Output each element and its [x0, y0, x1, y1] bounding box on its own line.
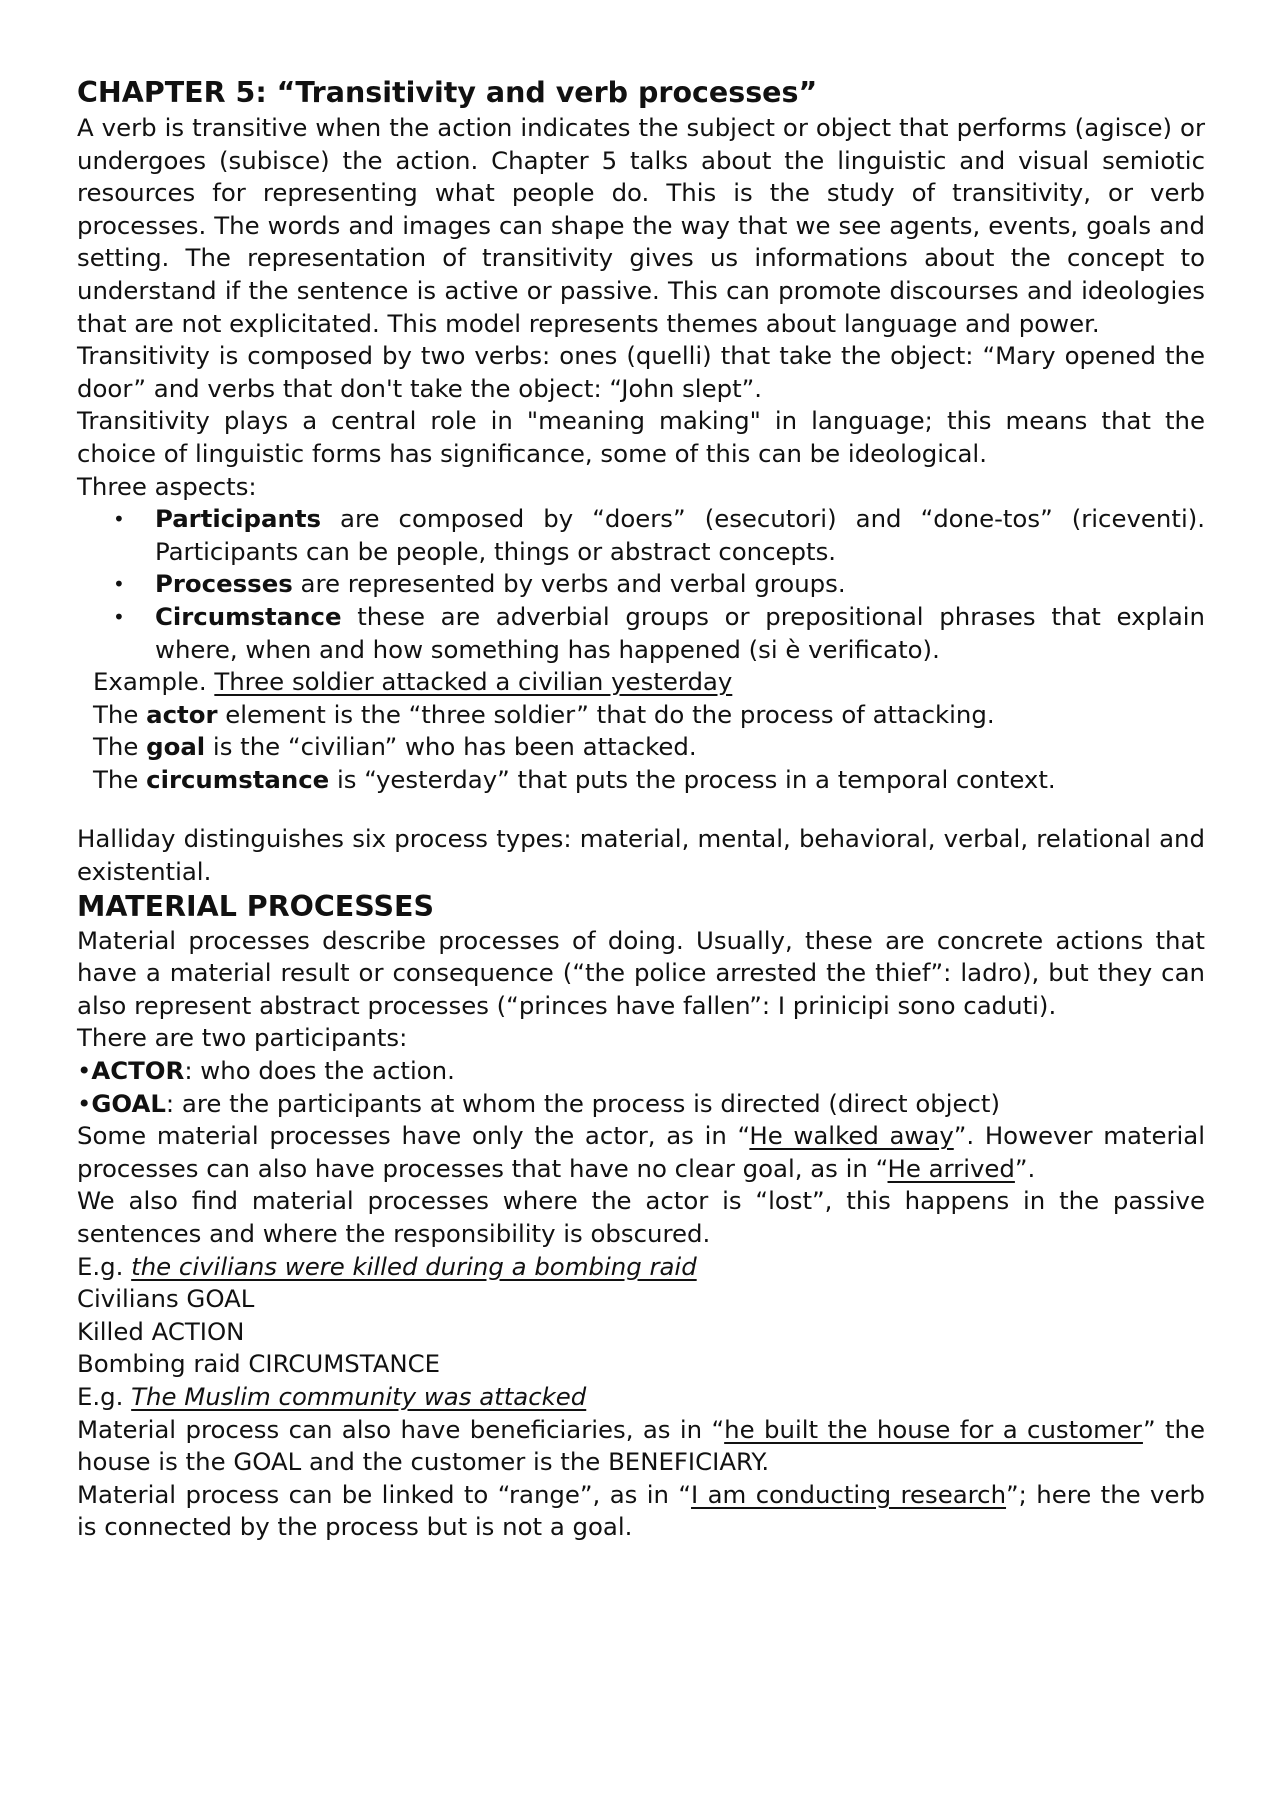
aspect-text: are represented by verbs and verbal groups.: [292, 569, 846, 599]
chapter-title: CHAPTER 5: “Transitivity and verb processes”: [77, 76, 818, 109]
actor-only-example-2: He arrived: [887, 1153, 1015, 1183]
example-1-part: Killed ACTION: [77, 1316, 245, 1346]
example-actor-line: [93, 699, 1205, 732]
example-goal-post: is the “civilian” who has been attacked.: [205, 732, 697, 762]
example-1-part: Bombing raid CIRCUMSTANCE: [77, 1349, 441, 1379]
bullet-icon: •: [113, 604, 125, 629]
example-label: Example.: [93, 667, 215, 697]
two-participants-label: There are two participants:: [77, 1023, 408, 1053]
beneficiary-pre: Material process can also have beneficiaries, as in “: [77, 1414, 725, 1444]
example-2-label: E.g.: [77, 1381, 132, 1411]
example-1-sentence: the civilians were killed during a bombing raid: [131, 1251, 697, 1281]
beneficiary-paragraph: [77, 1414, 1205, 1479]
actor-term: ACTOR: [91, 1056, 185, 1086]
bullet-icon: •: [113, 507, 125, 532]
example-block: [77, 666, 1205, 796]
example-1-label: E.g.: [77, 1251, 132, 1281]
beneficiary-example: he built the house for a customer: [724, 1414, 1143, 1444]
actor-only-example-1: He walked away: [749, 1121, 954, 1151]
actor-lost-paragraph: We also find material processes where the actor is “lost”, this happens in the passive sentences and where the responsibility is obscured.: [77, 1186, 1205, 1248]
aspect-text: these are adverbial groups or prepositional phrases that explain where, when and how something has happened (si è verificato).: [155, 601, 1205, 664]
list-item: [113, 568, 1205, 601]
range-pre: Material process can be linked to “range”, as in “: [77, 1479, 692, 1509]
actor-only-post: ”.: [1014, 1153, 1036, 1183]
example-2-sentence: The Muslim community was attacked: [131, 1381, 587, 1411]
beneficiary-post: ” the house is the GOAL and the customer is the BENEFICIARY.: [77, 1414, 1205, 1477]
example-sentence: Three soldier attacked a civilian yesterday: [214, 667, 733, 697]
example-circ-term: circumstance: [146, 764, 330, 794]
actor-definition: [77, 1055, 1205, 1088]
example-line: [93, 666, 1205, 699]
halliday-paragraph: Halliday distinguishes six process types: material, mental, behavioral, verbal, relational and existential.: [77, 824, 1205, 887]
material-intro-paragraph: Material processes describe processes of doing. Usually, these are concrete actions that have a material result or consequence (“the police arrested the thief”: ladro), but they can also represent abstract processes (“princes have fallen”: I prinicipi sono caduti).: [77, 925, 1205, 1020]
range-paragraph: [77, 1479, 1205, 1544]
example-1-part: Civilians GOAL: [77, 1284, 255, 1314]
aspects-list: [77, 503, 1205, 666]
aspect-text: are composed by “doers” (esecutori) and “done-tos” (riceventi). Participants can be people, things or abstract concepts.: [155, 504, 1205, 566]
intro-paragraph: A verb is transitive when the action indicates the subject or object that performs (agisce) or undergoes (subisce) the action. Chapter 5 talks about the linguistic and visual semiotic resources for representing what people do. This is the study of transitivity, or verb processes. The words and images can shape the way that we see agents, events, goals and setting. The representation of transitivity gives us informations about the concept to understand if the sentence is active or passive. This can promote discourses and ideologies that are not explicitated. This model represents themes about language and power.: [77, 113, 1205, 338]
example-1-line: [77, 1251, 1205, 1284]
range-post: ”; here the verb is connected by the process but is not a goal.: [77, 1479, 1205, 1542]
spacer: [77, 796, 1205, 823]
document-page: [77, 74, 1205, 1544]
actor-only-mid: ”. However material processes can also have processes that have no clear goal, as in “: [77, 1121, 1205, 1183]
actor-text: : who does the action.: [184, 1056, 455, 1086]
example-circumstance-line: [93, 764, 1205, 797]
actor-only-paragraph: [77, 1120, 1205, 1185]
three-aspects-label: Three aspects:: [77, 471, 257, 501]
example-actor-post: element is the “three soldier” that do the process of attacking.: [217, 699, 995, 729]
goal-text: : are the participants at whom the process is directed (direct object): [165, 1088, 1001, 1118]
aspect-term: Circumstance: [155, 601, 342, 631]
example-actor-term: actor: [146, 699, 218, 729]
transitivity-verbs-paragraph: Transitivity is composed by two verbs: ones (quelli) that take the object: “Mary opened the door” and verbs that don't take the object: “John slept”.: [77, 341, 1205, 403]
aspect-term: Processes: [155, 569, 293, 599]
example-circ-pre: The: [93, 764, 147, 794]
goal-definition: [77, 1088, 1205, 1121]
bullet-icon: •: [77, 1056, 92, 1086]
transitivity-role-paragraph: Transitivity plays a central role in "meaning making" in language; this means that the choice of linguistic forms has significance, some of this can be ideological.: [77, 406, 1205, 468]
example-circ-post: is “yesterday” that puts the process in a temporal context.: [329, 764, 1056, 794]
aspect-term: Participants: [155, 504, 322, 534]
example-2-line: [77, 1381, 1205, 1414]
example-goal-line: [93, 731, 1205, 764]
example-actor-pre: The: [93, 699, 147, 729]
actor-only-pre: Some material processes have only the actor, as in “: [77, 1121, 750, 1151]
goal-term: GOAL: [91, 1088, 166, 1118]
section-title: MATERIAL PROCESSES: [77, 889, 435, 923]
bullet-icon: •: [77, 1088, 92, 1118]
range-example: I am conducting research: [691, 1479, 1007, 1509]
example-goal-term: goal: [146, 732, 206, 762]
example-goal-pre: The: [93, 732, 147, 762]
list-item: [113, 601, 1205, 666]
bullet-icon: •: [113, 572, 125, 597]
list-item: [113, 503, 1205, 568]
